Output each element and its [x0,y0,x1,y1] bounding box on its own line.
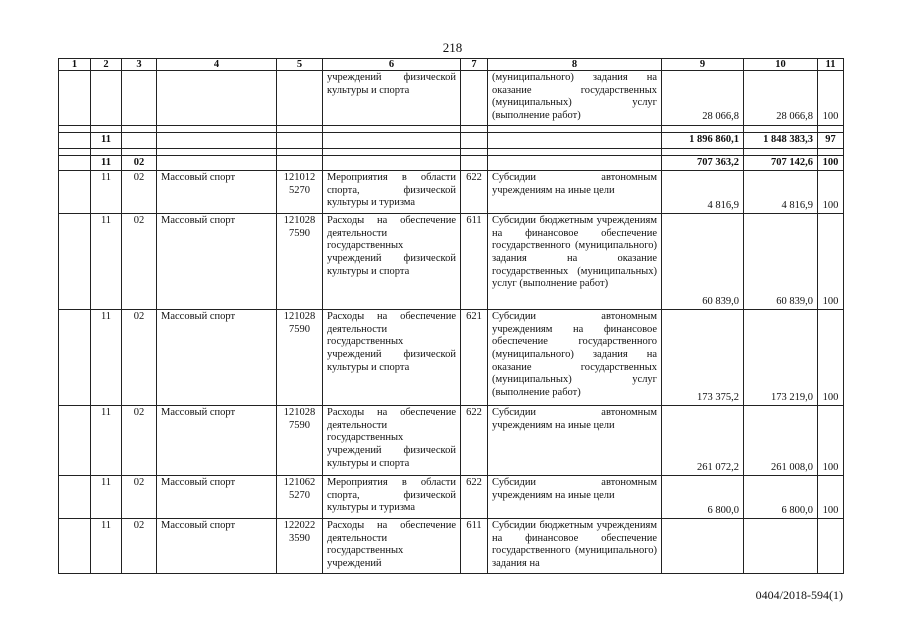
cell-target-code: 121012 5270 [277,171,323,214]
cell-subsection: 02 [122,476,157,519]
cell-col1 [59,71,91,126]
cell-target-code [277,155,323,171]
cell-expense-name: Субсидии автономным учреждениям на иные цели [488,406,662,476]
document-code: 0404/2018-594(1) [755,588,843,602]
cell-expense-type: 611 [461,214,488,310]
cell-expense-type [461,155,488,171]
cell-executed [744,519,818,574]
cell-expense-name [488,133,662,149]
cell-subsection-name: Массовый спорт [157,476,277,519]
cell-executed: 261 008,0 [744,406,818,476]
cell-expense-name: Субсидии бюджетным учреждениям на финансовое обеспечение государственного (муниципального) задания на [488,519,662,574]
cell-col1 [59,133,91,149]
table-row-section-total [59,133,844,149]
cell-subsection-name: Массовый спорт [157,519,277,574]
cell-target-name [323,133,461,149]
column-header: 10 [744,59,818,71]
cell-subsection-name: Массовый спорт [157,310,277,406]
cell-percent: 100 [818,310,844,406]
cell-percent: 100 [818,406,844,476]
cell-executed: 173 219,0 [744,310,818,406]
cell-percent: 100 [818,476,844,519]
cell-executed: 60 839,0 [744,214,818,310]
cell-percent: 100 [818,155,844,171]
cell-expense-type: 611 [461,519,488,574]
cell-subsection: 02 [122,155,157,171]
cell-planned: 261 072,2 [662,406,744,476]
cell-planned: 173 375,2 [662,310,744,406]
column-header: 5 [277,59,323,71]
cell-col1 [59,519,91,574]
cell-target-name [323,155,461,171]
cell-subsection-name: Массовый спорт [157,406,277,476]
cell-target-name: Мероприятия в области спорта, физической культуры и туризма [323,171,461,214]
cell-section: 11 [91,406,122,476]
cell-subsection-name: Массовый спорт [157,214,277,310]
cell-expense-name: Субсидии автономным учреждениям на финансовое обеспечение государственного (муниципального) задания на оказание государственных (муниципальных) услуг (выполнение работ) [488,310,662,406]
cell-target-code: 121062 5270 [277,476,323,519]
table-row [59,214,844,310]
table-row [59,310,844,406]
page-number: 218 [442,40,463,55]
cell-section: 11 [91,519,122,574]
column-header: 9 [662,59,744,71]
cell-section: 11 [91,171,122,214]
cell-target-name: учреждений физической культуры и спорта [323,71,461,126]
cell-section [91,71,122,126]
column-header: 7 [461,59,488,71]
cell-target-code: 121028 7590 [277,214,323,310]
cell-percent: 100 [818,171,844,214]
cell-expense-type: 622 [461,171,488,214]
cell-subsection-name [157,133,277,149]
cell-planned: 6 800,0 [662,476,744,519]
table-row [59,519,844,574]
cell-target-code [277,71,323,126]
cell-expense-type: 622 [461,476,488,519]
cell-section: 11 [91,476,122,519]
cell-percent: 100 [818,71,844,126]
cell-target-name: Мероприятия в области спорта, физической культуры и туризма [323,476,461,519]
column-number-row [59,59,844,71]
cell-subsection: 02 [122,171,157,214]
table-row [59,406,844,476]
cell-section: 11 [91,310,122,406]
row-separator [59,126,844,133]
column-header: 6 [323,59,461,71]
cell-planned: 1 896 860,1 [662,133,744,149]
cell-executed: 4 816,9 [744,171,818,214]
cell-target-name: Расходы на обеспечение деятельности государственных учреждений физической культуры и спорта [323,406,461,476]
cell-percent [818,519,844,574]
cell-planned: 60 839,0 [662,214,744,310]
cell-section: 11 [91,214,122,310]
column-header: 11 [818,59,844,71]
cell-subsection [122,133,157,149]
cell-col1 [59,310,91,406]
table-row-subsection-total [59,155,844,171]
table-row [59,476,844,519]
cell-target-name: Расходы на обеспечение деятельности государственных учреждений физической культуры и спорта [323,310,461,406]
cell-percent: 97 [818,133,844,149]
cell-col1 [59,155,91,171]
row-separator [59,148,844,155]
cell-col1 [59,406,91,476]
budget-table [58,58,844,574]
column-header: 3 [122,59,157,71]
cell-percent: 100 [818,214,844,310]
cell-subsection: 02 [122,310,157,406]
cell-expense-name: Субсидии автономным учреждениям на иные цели [488,171,662,214]
cell-expense-name: (муниципального) задания на оказание государственных (муниципальных) услуг (выполнение работ) [488,71,662,126]
cell-executed: 1 848 383,3 [744,133,818,149]
cell-planned: 4 816,9 [662,171,744,214]
column-header: 1 [59,59,91,71]
cell-subsection: 02 [122,406,157,476]
cell-expense-type: 622 [461,406,488,476]
cell-executed: 28 066,8 [744,71,818,126]
cell-expense-type [461,71,488,126]
cell-col1 [59,171,91,214]
cell-target-code [277,133,323,149]
cell-expense-name: Субсидии автономным учреждениям на иные цели [488,476,662,519]
column-header: 8 [488,59,662,71]
table-row [59,171,844,214]
cell-planned: 707 363,2 [662,155,744,171]
cell-subsection-name [157,155,277,171]
cell-planned [662,519,744,574]
cell-expense-name [488,155,662,171]
cell-executed: 6 800,0 [744,476,818,519]
cell-subsection-name [157,71,277,126]
cell-expense-type: 621 [461,310,488,406]
cell-subsection: 02 [122,519,157,574]
column-header: 4 [157,59,277,71]
cell-target-name: Расходы на обеспечение деятельности государственных учреждений [323,519,461,574]
cell-section: 11 [91,133,122,149]
cell-subsection-name: Массовый спорт [157,171,277,214]
cell-section: 11 [91,155,122,171]
cell-planned: 28 066,8 [662,71,744,126]
cell-col1 [59,476,91,519]
cell-target-name: Расходы на обеспечение деятельности государственных учреждений физической культуры и спорта [323,214,461,310]
cell-expense-name: Субсидии бюджетным учреждениям на финансовое обеспечение государственного (муниципального) задания на оказание государственных (муниципальных) услуг (выполнение работ) [488,214,662,310]
cell-target-code: 122022 3590 [277,519,323,574]
cell-target-code: 121028 7590 [277,310,323,406]
table-row [59,71,844,126]
cell-target-code: 121028 7590 [277,406,323,476]
column-header: 2 [91,59,122,71]
cell-col1 [59,214,91,310]
cell-subsection: 02 [122,214,157,310]
cell-executed: 707 142,6 [744,155,818,171]
cell-subsection [122,71,157,126]
cell-expense-type [461,133,488,149]
